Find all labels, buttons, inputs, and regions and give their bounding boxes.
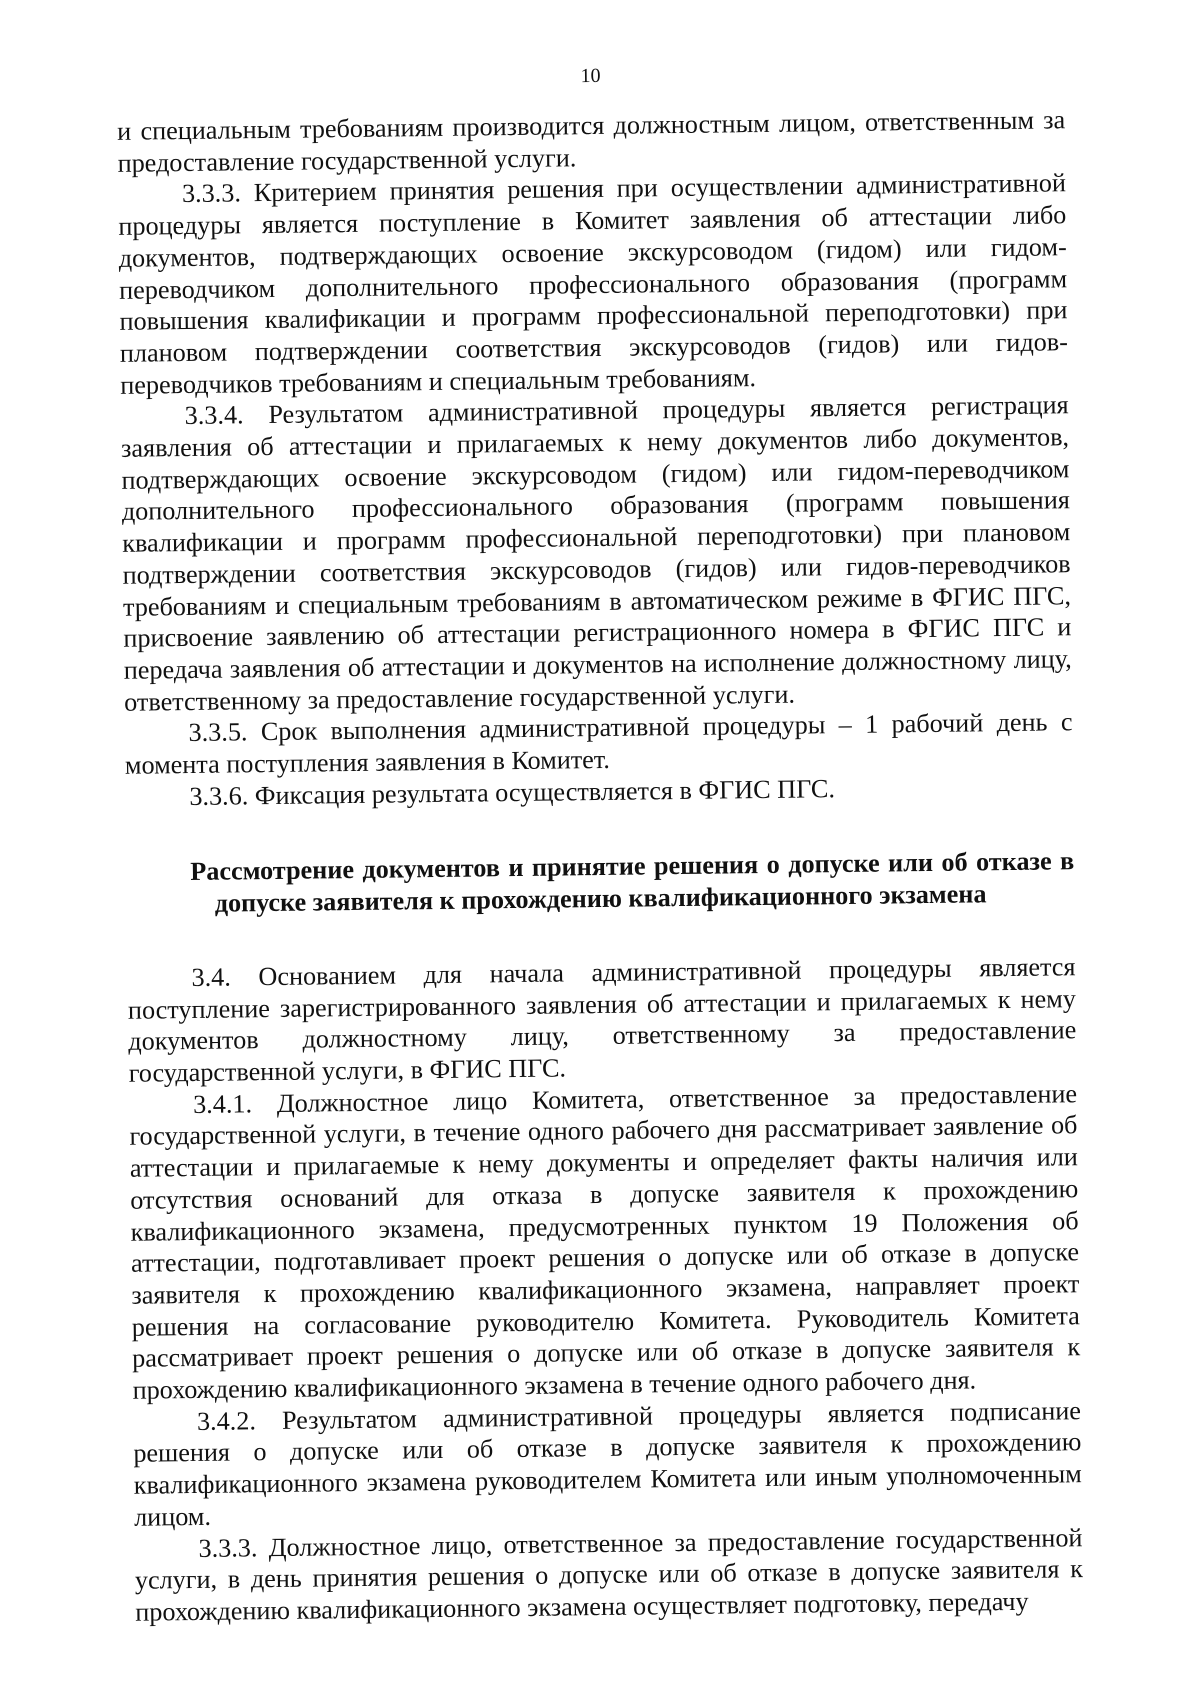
page-number: 10 bbox=[580, 64, 601, 88]
paragraph-3-4: 3.4. Основанием для начала административной процедуры является поступление зарегистрированного заявления об аттестации и прилагаемых к нему документов должностному лицу, ответственному за предоставление государственной услуги, в ФГИС ПГС. bbox=[127, 952, 1077, 1088]
paragraph-3-3-5: 3.3.5. Срок выполнения административной процедуры – 1 рабочий день с момента поступления заявления в Комитет. bbox=[124, 707, 1073, 780]
document-body bbox=[117, 104, 1083, 1628]
paragraph-3-4-2: 3.4.2. Результатом административной процедуры является подписание решения о допуске или об отказе в допуске заявителя к прохождению квалификационного экзамена руководителем Комитета или иным уполномоченным лицом. bbox=[133, 1395, 1082, 1532]
paragraph-3-3-3-second: 3.3.3. Должностное лицо, ответственное за предоставление государственной услуги, в день принятия решения о допуске или об отказе в допуске заявителя к прохождению квалификационного экзамена осуществляет подготовку, передачу bbox=[134, 1522, 1084, 1627]
paragraph-3-3-4: 3.3.4. Результатом административной процедуры является регистрация заявления об аттестации и прилагаемых к нему документов либо документов, подтверждающих освоение экскурсоводом (гидом) или гидом-переводчиком дополнительного профессионального образования (программ повышения квалификации и программ профессиональной переподготовки) при плановом подтверждении соответствия экскурсоводов (гидов) или гидов-переводчиков требованиям и специальным требованиям в автоматическом режиме в ФГИС ПГС, присвоение заявлению об аттестации регистрационного номера в ФГИС ПГС и передача заявления об аттестации и документов на исполнение должностному лицу, ответственному за предоставление государственной услуги. bbox=[120, 390, 1072, 717]
paragraph-continuation: и специальным требованиям производится должностным лицом, ответственным за предоставление государственной услуги. bbox=[117, 105, 1066, 178]
paragraph-3-3-6: 3.3.6. Фиксация результата осуществляется в ФГИС ПГС. bbox=[189, 773, 836, 811]
section-heading: Рассмотрение документов и принятие решения о допуске или об отказе в допуске заявителя к прохождению квалификационного экзамена bbox=[190, 846, 1075, 918]
paragraph-3-3-3: 3.3.3. Критерием принятия решения при осуществлении административной процедуры является поступление в Комитет заявления об аттестации либо документов, подтверждающих освоение экскурсоводом (гидом) или гидом-переводчиком дополнительного профессионального образования (программ повышения квалификации и программ профессиональной переподготовки) при плановом подтверждении соответствия экскурсоводов (гидов) или гидов-переводчиков требованиям и специальным требованиям. bbox=[118, 168, 1069, 400]
paragraph-3-4-1: 3.4.1. Должностное лицо Комитета, ответственное за предоставление государственной услуги, в течение одного рабочего дня рассматривает заявление об аттестации и прилагаемые к нему документы и определяет факты наличия или отсутствия оснований для отказа в допуске заявителя к прохождению квалификационного экзамена, предусмотренных пунктом 19 Положения об аттестации, подготавливает проект решения о допуске или об отказе в допуске заявителя к прохождению квалификационного экзамена, направляет проект решения на согласование руководителю Комитета. Руководитель Комитета рассматривает проект решения о допуске или об отказе в допуске заявителя к прохождению квалификационного экзамена в течение одного рабочего дня. bbox=[129, 1078, 1081, 1405]
